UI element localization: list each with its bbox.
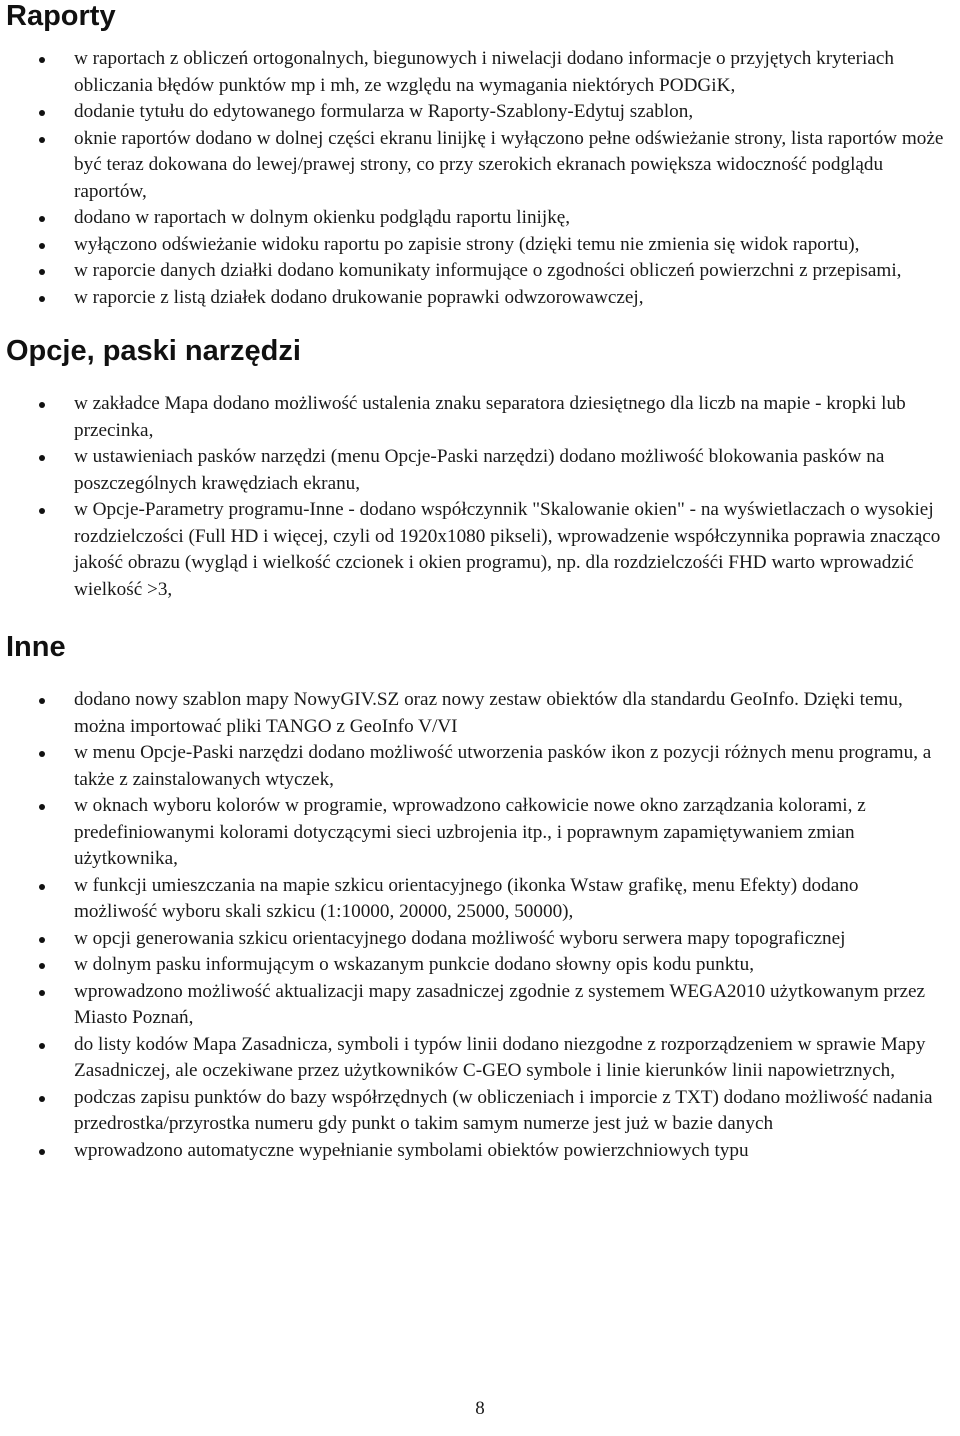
list-item: w funkcji umieszczania na mapie szkicu orientacyjnego (ikonka Wstaw grafikę, menu Efekty) dodano możliwość wyboru skali szkicu (1:10000, 20000, 25000, 50000), bbox=[0, 873, 960, 926]
bullet-icon bbox=[39, 884, 45, 890]
bullet-icon bbox=[39, 1149, 45, 1155]
bullet-icon bbox=[39, 296, 45, 302]
list-item: w opcji generowania szkicu orientacyjnego dodana możliwość wyboru serwera mapy topograficznej bbox=[0, 926, 960, 953]
list-item: podczas zapisu punktów do bazy współrzędnych (w obliczeniach i imporcie z TXT) dodano możliwość nadania przedrostka/przyrostka numeru gdy punkt o takim samym numerze jest już w bazie danych bbox=[0, 1085, 960, 1138]
bullet-icon bbox=[39, 990, 45, 996]
list-item: w oknach wyboru kolorów w programie, wprowadzono całkowicie nowe okno zarządzania kolorami, z predefiniowanymi kolorami dotyczącymi sieci uzbrojenia itp., i poprawnym zapamiętywaniem zmian użytkownika, bbox=[0, 793, 960, 873]
page-number: 8 bbox=[475, 1398, 485, 1419]
bullet-icon bbox=[39, 57, 45, 63]
list-item: wprowadzono możliwość aktualizacji mapy zasadniczej zgodnie z systemem WEGA2010 użytkowanym przez Miasto Poznań, bbox=[0, 979, 960, 1032]
bullet-icon bbox=[39, 937, 45, 943]
bullet-icon bbox=[39, 455, 45, 461]
bullet-icon bbox=[39, 1096, 45, 1102]
list-item: w Opcje-Parametry programu-Inne - dodano współczynnik "Skalowanie okien" - na wyświetlaczach o wysokiej rozdzielczości (Full HD i więcej, czyli od 1920x1080 pikseli), wprowadzenie współczynnika poprawia znacząco jakość obrazu (wygląd i wielkość czcionek i okien programu), np. dla rozdzielczośći FHD warto wprowadzić wielkość >3, bbox=[0, 497, 960, 603]
list-item: dodano w raportach w dolnym okienku podglądu raportu linijkę, bbox=[0, 205, 960, 232]
section-title-raporty: Raporty bbox=[6, 0, 116, 32]
list-item: w menu Opcje-Paski narzędzi dodano możliwość utworzenia pasków ikon z pozycji różnych menu programu, a także z zainstalowanych wtyczek, bbox=[0, 740, 960, 793]
raporty-bullet-list bbox=[0, 46, 960, 311]
bullet-icon bbox=[39, 698, 45, 704]
bullet-icon bbox=[39, 508, 45, 514]
list-item: w zakładce Mapa dodano możliwość ustalenia znaku separatora dziesiętnego dla liczb na mapie - kropki lub przecinka, bbox=[0, 391, 960, 444]
opcje-bullet-list bbox=[0, 391, 960, 603]
list-item: oknie raportów dodano w dolnej części ekranu linijkę i wyłączono pełne odświeżanie strony, lista raportów może być teraz dokowana do lewej/prawej strony, co przy szerokich ekranach powiększa widoczność podglądu raportów, bbox=[0, 126, 960, 206]
list-item: wyłączono odświeżanie widoku raportu po zapisie strony (dzięki temu nie zmienia się widok raportu), bbox=[0, 232, 960, 259]
list-item: w ustawieniach pasków narzędzi (menu Opcje-Paski narzędzi) dodano możliwość blokowania pasków na poszczególnych krawędziach ekranu, bbox=[0, 444, 960, 497]
section-title-opcje: Opcje, paski narzędzi bbox=[6, 335, 301, 367]
bullet-icon bbox=[39, 1043, 45, 1049]
bullet-icon bbox=[39, 963, 45, 969]
list-item: w dolnym pasku informującym o wskazanym punkcie dodano słowny opis kodu punktu, bbox=[0, 952, 960, 979]
list-item: w raporcie danych działki dodano komunikaty informujące o zgodności obliczeń powierzchni z przepisami, bbox=[0, 258, 960, 285]
list-item: dodano nowy szablon mapy NowyGIV.SZ oraz nowy zestaw obiektów dla standardu GeoInfo. Dzięki temu, można importować pliki TANGO z GeoInfo V/VI bbox=[0, 687, 960, 740]
bullet-icon bbox=[39, 216, 45, 222]
list-item: do listy kodów Mapa Zasadnicza, symboli i typów linii dodano niezgodne z rozporządzeniem w sprawie Mapy Zasadniczej, ale oczekiwane przez użytkowników C-GEO symbole i linie kierunków linii napowietrznych, bbox=[0, 1032, 960, 1085]
bullet-icon bbox=[39, 751, 45, 757]
bullet-icon bbox=[39, 243, 45, 249]
bullet-icon bbox=[39, 402, 45, 408]
bullet-icon bbox=[39, 269, 45, 275]
list-item: w raportach z obliczeń ortogonalnych, biegunowych i niwelacji dodano informacje o przyjętych kryteriach obliczania błędów punktów mp i mh, ze względu na wymagania niektórych PODGiK, bbox=[0, 46, 960, 99]
list-item: w raporcie z listą działek dodano drukowanie poprawki odwzorowawczej, bbox=[0, 285, 960, 312]
list-item: wprowadzono automatyczne wypełnianie symbolami obiektów powierzchniowych typu bbox=[0, 1138, 960, 1165]
bullet-icon bbox=[39, 110, 45, 116]
section-title-inne: Inne bbox=[6, 631, 66, 663]
inne-bullet-list bbox=[0, 687, 960, 1164]
bullet-icon bbox=[39, 137, 45, 143]
bullet-icon bbox=[39, 804, 45, 810]
list-item: dodanie tytułu do edytowanego formularza w Raporty-Szablony-Edytuj szablon, bbox=[0, 99, 960, 126]
